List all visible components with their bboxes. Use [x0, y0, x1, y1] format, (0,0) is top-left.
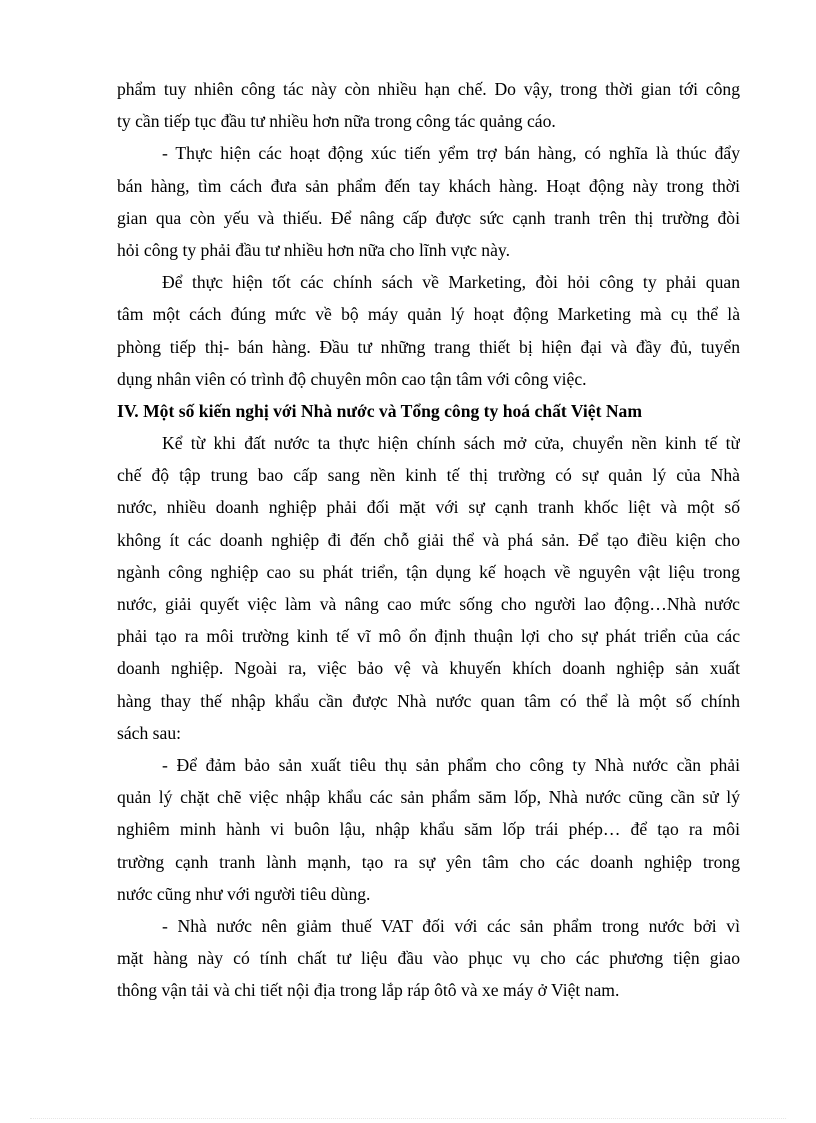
body-text-line: nước, nhiều doanh nghiệp phải đối mặt với sự cạnh tranh khốc liệt và một số [117, 497, 740, 518]
body-text-line: hỏi công ty phải đầu tư nhiều hơn nữa cho lĩnh vực này. [117, 239, 510, 260]
body-text-line: thông vận tải và chi tiết nội địa trong lắp ráp ôtô và xe máy ở Việt nam. [117, 980, 620, 1001]
body-text-line: doanh nghiệp. Ngoài ra, việc bảo vệ và khuyến khích doanh nghiệp sản xuất [117, 658, 740, 679]
body-text-line: chế độ tập trung bao cấp sang nền kinh tế thị trường có sự quản lý của Nhà [117, 465, 740, 486]
body-text-line: sách sau: [117, 722, 182, 743]
body-text-line: - Nhà nước nên giảm thuế VAT đối với các sản phẩm trong nước bởi vì [162, 915, 740, 936]
body-text-line: hàng thay thế nhập khẩu cần được Nhà nước quan tâm có thể là một số chính [117, 690, 740, 711]
body-text-line: phòng tiếp thị- bán hàng. Đầu tư những trang thiết bị hiện đại và đầy đủ, tuyển [117, 336, 740, 357]
body-text-line: nước cũng như với người tiêu dùng. [117, 883, 371, 904]
page-bottom-divider [30, 1118, 786, 1119]
document-page [117, 73, 740, 1006]
body-text-line: - Thực hiện các hoạt động xúc tiến yểm trợ bán hàng, có nghĩa là thúc đẩy [162, 143, 740, 164]
body-text-line: tâm một cách đúng mức về bộ máy quản lý hoạt động Marketing mà cụ thể là [117, 304, 740, 325]
body-text-line: Để thực hiện tốt các chính sách về Marketing, đòi hỏi công ty phải quan [162, 272, 740, 293]
body-text-line: nước, giải quyết việc làm và nâng cao mức sống cho người lao động…Nhà nước [117, 594, 740, 614]
body-text-line: bán hàng, tìm cách đưa sản phẩm đến tay khách hàng. Hoạt động này trong thời [117, 175, 740, 196]
body-text-line: gian qua còn yếu và thiếu. Để nâng cấp được sức cạnh tranh trên thị trường đòi [117, 207, 740, 228]
body-text-line: phải tạo ra môi trường kinh tế vĩ mô ổn định thuận lợi cho sự phát triển của các [117, 626, 740, 647]
body-text-line: không ít các doanh nghiệp đi đến chỗ giải thể và phá sản. Để tạo điều kiện cho [117, 529, 740, 550]
body-text-line: trường cạnh tranh lành mạnh, tạo ra sự yên tâm cho các doanh nghiệp trong [117, 851, 740, 872]
body-text-line: ngành công nghiệp cao su phát triển, tận dụng kế hoạch về nguyên vật liệu trong [117, 561, 740, 582]
body-text-line: phẩm tuy nhiên công tác này còn nhiều hạn chế. Do vậy, trong thời gian tới công [117, 79, 740, 99]
body-text-line: ty cần tiếp tục đầu tư nhiều hơn nữa trong công tác quảng cáo. [117, 111, 556, 132]
body-text-line: - Để đảm bảo sản xuất tiêu thụ sản phẩm cho công ty Nhà nước cần phải [162, 754, 740, 775]
body-text-line: Kể từ khi đất nước ta thực hiện chính sách mở cửa, chuyển nền kinh tế từ [162, 433, 740, 454]
section-heading: IV. Một số kiến nghị với Nhà nước và Tổng công ty hoá chất Việt Nam [117, 400, 643, 421]
body-text-line: quản lý chặt chẽ việc nhập khẩu các sản phẩm săm lốp, Nhà nước cũng cần sử lý [117, 787, 740, 808]
body-text-line: nghiêm minh hành vi buôn lậu, nhập khẩu săm lốp trái phép… để tạo ra môi [117, 819, 740, 840]
body-text-line: dụng nhân viên có trình độ chuyên môn cao tận tâm với công việc. [117, 368, 587, 389]
body-text-line: mặt hàng này có tính chất tư liệu đầu vào phục vụ cho các phương tiện giao [117, 948, 740, 969]
